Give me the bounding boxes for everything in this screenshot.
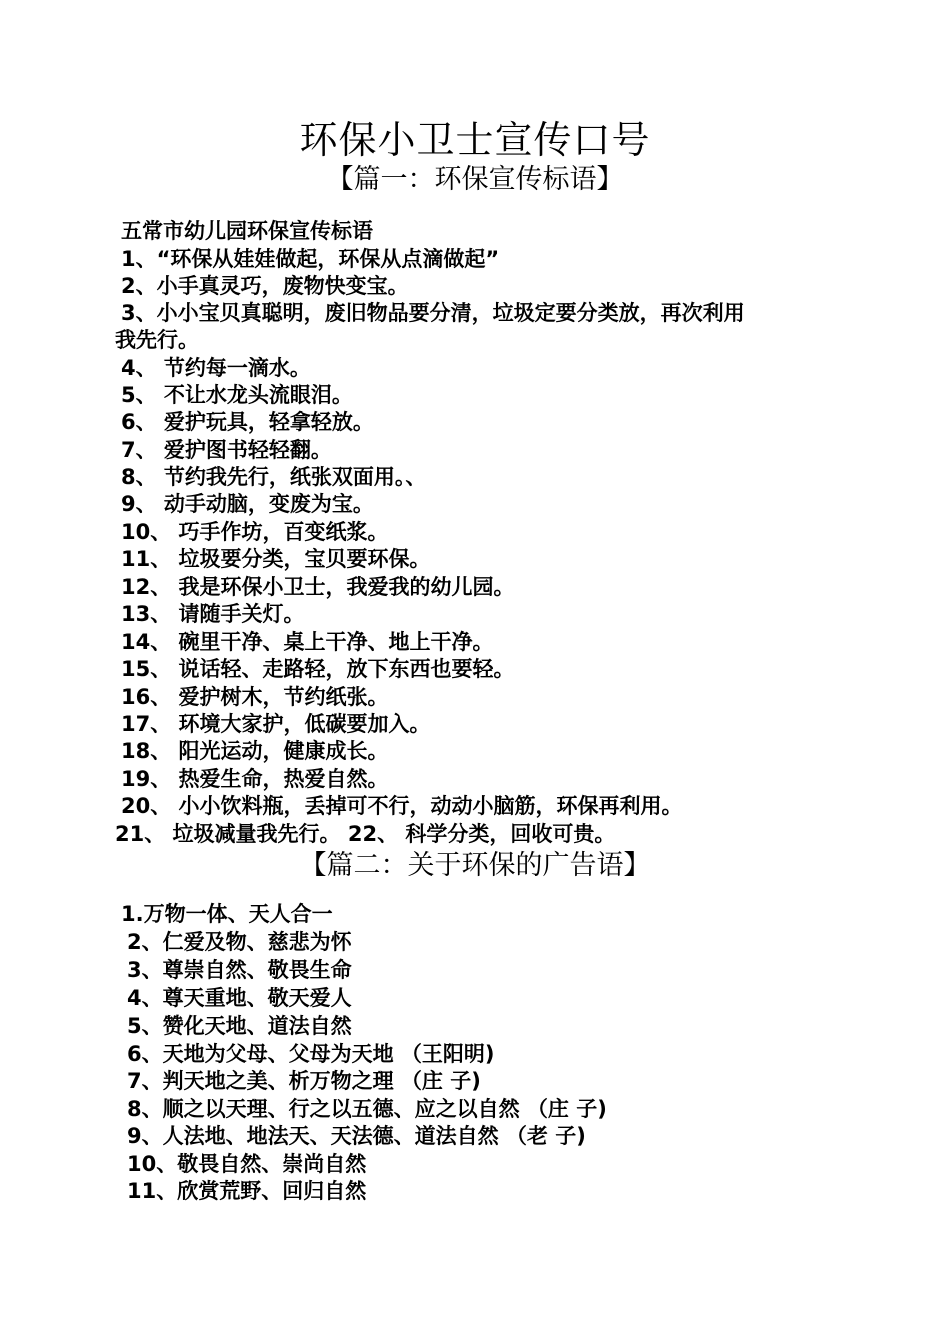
list-item: 3、小小宝贝真聪明，废旧物品要分清，垃圾定要分类放，再次利用 xyxy=(121,301,745,325)
list-item: 5、赞化天地、道法自然 xyxy=(127,1014,352,1038)
section-subheading: 五常市幼儿园环保宣传标语 xyxy=(121,219,373,243)
list-item: 5、 不让水龙头流眼泪。 xyxy=(121,383,353,407)
list-item: 4、尊天重地、敬天爱人 xyxy=(127,986,352,1010)
list-item: 11、 垃圾要分类，宝贝要环保。 xyxy=(121,547,431,571)
list-item: 7、 爱护图书轻轻翻。 xyxy=(121,438,332,462)
list-item: 3、尊崇自然、敬畏生命 xyxy=(127,958,352,982)
list-item: 10、敬畏自然、崇尚自然 xyxy=(127,1152,367,1176)
list-item: 19、 热爱生命，热爱自然。 xyxy=(121,767,389,791)
list-item: 17、 环境大家护，低碳要加入。 xyxy=(121,712,431,736)
list-item: 6、 爱护玩具，轻拿轻放。 xyxy=(121,410,374,434)
page-title: 环保小卫士宣传口号 xyxy=(299,118,651,162)
list-item: 1.万物一体、天人合一 xyxy=(121,902,333,926)
list-item: 16、 爱护树木，节约纸张。 xyxy=(121,685,389,709)
list-item: 7、判天地之美、析万物之理 （庄 子) xyxy=(127,1069,481,1093)
list-item: 9、 动手动脑，变废为宝。 xyxy=(121,492,374,516)
list-item: 11、欣赏荒野、回归自然 xyxy=(127,1179,367,1203)
list-item: 13、 请随手关灯。 xyxy=(121,602,305,626)
list-item: 8、顺之以天理、行之以五德、应之以自然 （庄 子) xyxy=(127,1097,607,1121)
list-item: 我先行。 xyxy=(115,328,199,352)
list-item: 6、天地为父母、父母为天地 （王阳明) xyxy=(127,1042,495,1066)
list-item: 14、 碗里干净、桌上干净、地上干净。 xyxy=(121,630,494,654)
section-heading-2: 【篇二：关于环保的广告语】 xyxy=(299,850,651,881)
list-item: 8、 节约我先行，纸张双面用。、 xyxy=(121,465,427,489)
list-item: 4、 节约每一滴水。 xyxy=(121,356,311,380)
list-item: 20、 小小饮料瓶，丢掉可不行，动动小脑筋，环保再利用。 xyxy=(121,794,683,818)
list-item: 12、 我是环保小卫士，我爱我的幼儿园。 xyxy=(121,575,515,599)
list-item: 18、 阳光运动，健康成长。 xyxy=(121,739,389,763)
list-item: 15、 说话轻、走路轻，放下东西也要轻。 xyxy=(121,657,515,681)
list-item: 21、 垃圾减量我先行。 22、 科学分类，回收可贵。 xyxy=(115,822,616,846)
list-item: 2、小手真灵巧，废物快变宝。 xyxy=(121,274,409,298)
section-heading-1: 【篇一：环保宣传标语】 xyxy=(326,164,624,195)
list-item: 9、人法地、地法天、天法德、道法自然 （老 子) xyxy=(127,1124,586,1148)
list-item: 1、“环保从娃娃做起，环保从点滴做起” xyxy=(121,247,500,271)
list-item: 10、 巧手作坊，百变纸浆。 xyxy=(121,520,389,544)
list-item: 2、仁爱及物、慈悲为怀 xyxy=(127,930,352,954)
